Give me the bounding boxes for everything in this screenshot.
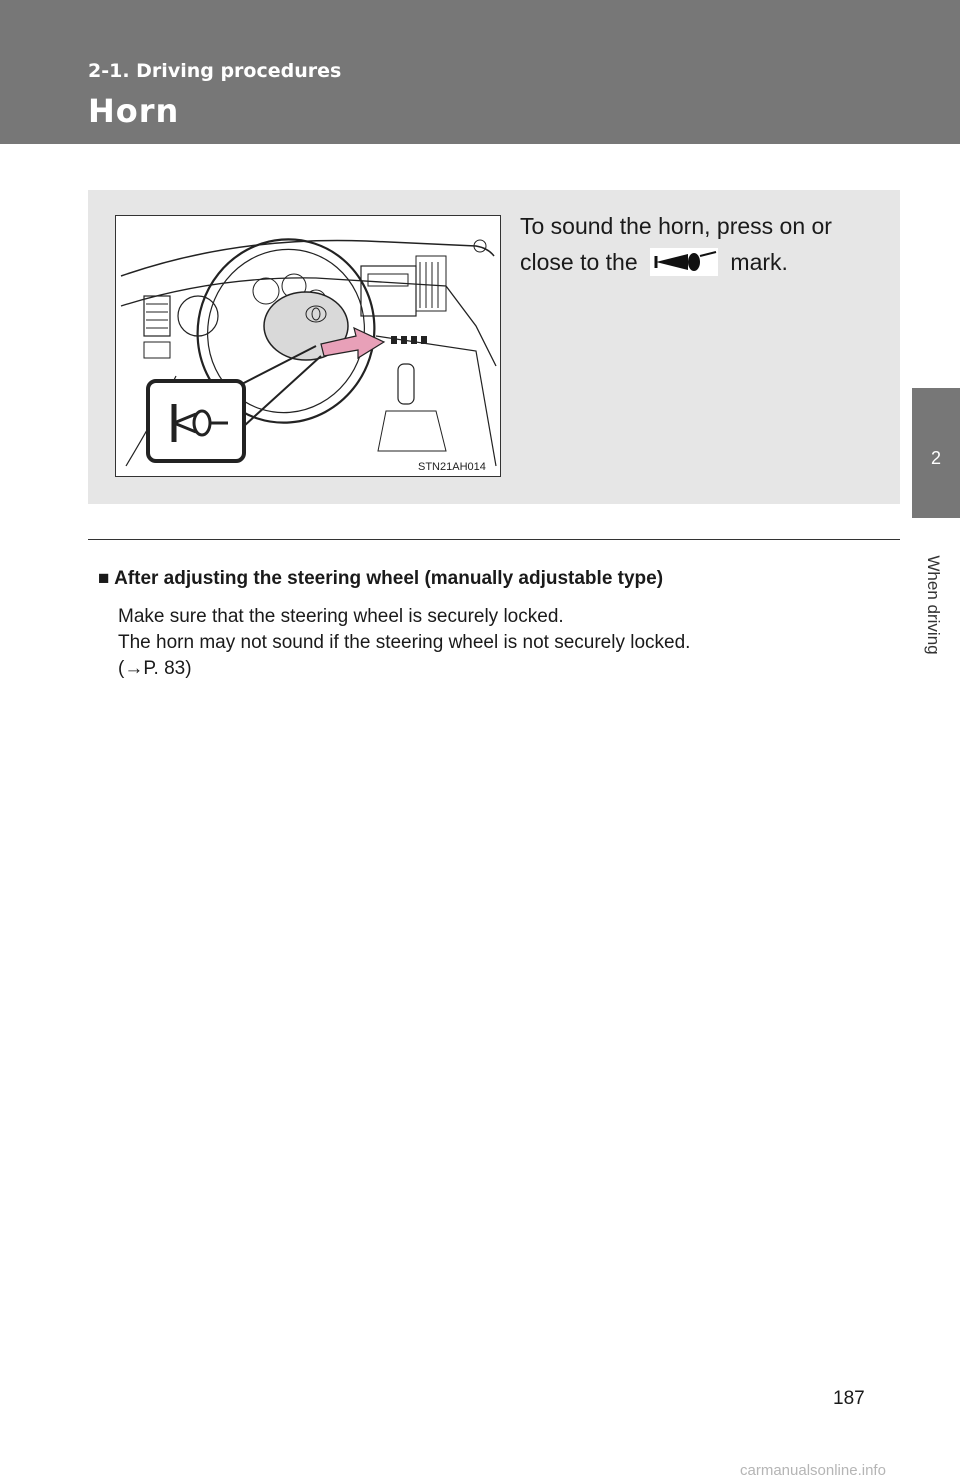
page-header: [0, 0, 960, 144]
caption-text-after: mark.: [730, 249, 788, 275]
illustration-caption: [520, 208, 890, 280]
chapter-number: 2: [930, 448, 941, 468]
note-line: Make sure that the steering wheel is securely locked.: [118, 606, 564, 627]
note-heading-text: After adjusting the steering wheel (manually adjustable type): [114, 568, 664, 589]
page-reference-link[interactable]: (→P. 83): [118, 658, 192, 679]
section-divider: [88, 539, 900, 540]
chapter-label-text: When driving: [924, 555, 943, 655]
note-heading: [98, 568, 663, 590]
illustration-panel: [88, 190, 900, 504]
note-body: [118, 604, 878, 682]
chapter-tab[interactable]: [912, 388, 960, 518]
steering-wheel-illustration: [115, 215, 501, 477]
horn-mark-icon: [650, 248, 718, 276]
section-label: 2-1. Driving procedures: [88, 60, 342, 82]
chapter-label: [908, 530, 958, 670]
figure-code: STN21AH014: [418, 461, 486, 473]
watermark: carmanualsonline.info: [740, 1462, 886, 1479]
square-bullet-icon: ■: [98, 568, 110, 589]
note-line: The horn may not sound if the steering wheel is not securely locked.: [118, 632, 691, 653]
dashboard-drawing: [116, 216, 500, 476]
caption-text-before: To sound the horn, press on or close to the: [520, 213, 832, 275]
page-title: Horn: [88, 92, 180, 130]
page-number: 187: [833, 1388, 865, 1409]
horn-callout: [148, 381, 244, 461]
